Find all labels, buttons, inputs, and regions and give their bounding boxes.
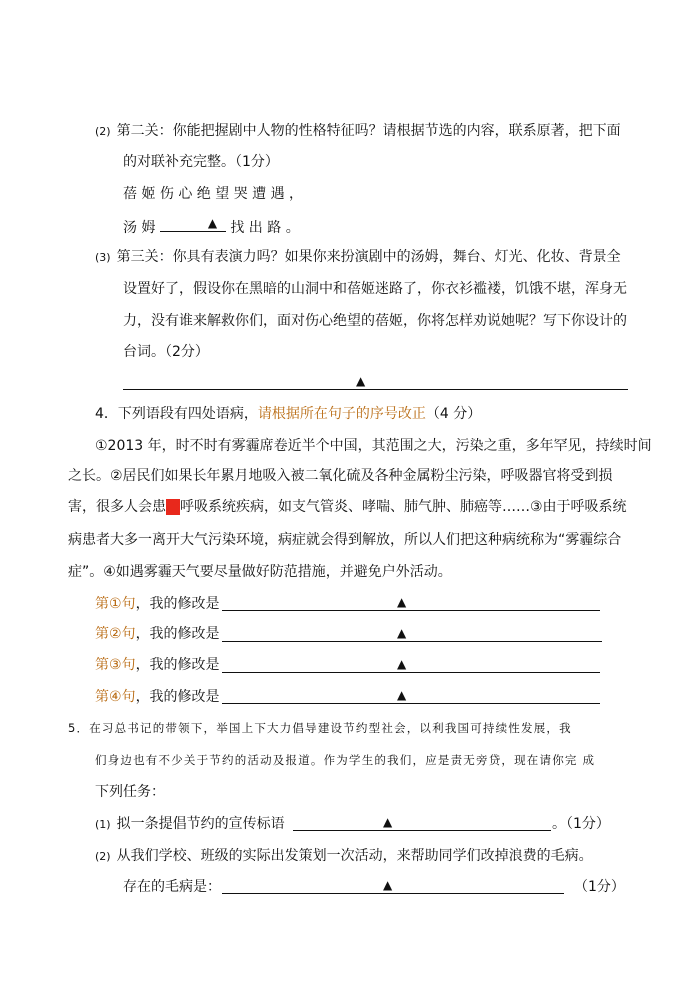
q3-part3-line4: 台词。（2分）: [123, 344, 209, 360]
q4-passage-line3: [68, 497, 627, 517]
q4-answer-row-2: [95, 624, 220, 644]
q4-heading: [95, 404, 481, 424]
answer-label: ，我的修改是: [135, 657, 220, 673]
q3-part2-text1: 第二关：你能把握剧中人物的性格特征吗？请根据节选的内容，联系原著，把下面: [116, 123, 621, 139]
answer-label: ，我的修改是: [135, 596, 220, 612]
answer-sentence-number: 第①句: [95, 596, 136, 612]
q3-part2-line1: [95, 121, 621, 142]
triangle-marker-icon: ▲: [383, 815, 393, 829]
answer-sentence-number: 第②句: [95, 626, 136, 642]
triangle-marker-icon: ▲: [397, 688, 407, 702]
q3-part2-line2: 的对联补充完整。（1分）: [123, 154, 279, 170]
triangle-marker-icon: ▲: [397, 626, 407, 640]
q4-passage-line4: 病患者大多一离开大气污染环境，病症就会得到解放，所以人们把这种病统称为“雾霾综合: [68, 532, 622, 548]
q4-heading-instruction: 请根据所在句子的序号改正: [257, 406, 426, 422]
q4-answer-line-4[interactable]: [222, 703, 600, 704]
q4-answer-row-4: [95, 687, 220, 707]
answer-sentence-number: 第④句: [95, 689, 136, 705]
triangle-marker-icon: ▲: [397, 657, 407, 671]
q5-task2: [95, 846, 593, 867]
q3-part3-number: (3): [95, 251, 111, 264]
q3-part2-number: (2): [95, 125, 111, 138]
q5-task1-text: 拟一条提倡节约的宣传标语: [116, 816, 285, 832]
slogan-answer-line[interactable]: [293, 830, 551, 831]
q4-passage-line3-b: 呼吸系统疾病，如支气管炎、哮喘、肺气肿、肺癌等……③由于呼吸系统: [180, 499, 627, 515]
q3-answer-line[interactable]: [123, 389, 628, 390]
q4-heading-prefix: 4．下列语段有四处语病，: [95, 406, 258, 422]
couplet-line2-suffix: 找 出 路 。: [230, 220, 300, 236]
couplet-line2: [123, 215, 300, 238]
q3-part3-line2: 设置好了，假设你在黑暗的山洞中和蓓姬迷路了，你衣衫褴褛，饥饿不堪，浑身无: [123, 281, 627, 297]
q4-passage-line3-a: 害，很多人会患: [68, 499, 166, 515]
q4-passage-line1: ①2013 年，时不时有雾霾席卷近半个中国，其范围之大，污染之重，多年罕见，持续时间: [95, 438, 652, 454]
q5-line1: 5．在习总书记的带领下，举国上下大力倡导建设节约型社会，以利我国可持续性发展，我: [68, 721, 572, 735]
answer-sentence-number: 第③句: [95, 657, 136, 673]
triangle-marker-icon: ▲: [383, 878, 393, 892]
q4-heading-score: （4 分）: [425, 406, 482, 422]
q4-answer-line-2[interactable]: [222, 641, 602, 642]
q5-task2-sub: 存在的毛病是：: [123, 879, 221, 895]
answer-label: ，我的修改是: [135, 689, 220, 705]
q4-passage-line2: 之长。②居民们如果长年累月地吸入被二氧化硫及各种金属粉尘污染，呼吸器官将受到损: [68, 468, 613, 484]
triangle-marker-icon: ▲: [356, 374, 366, 388]
q4-answer-line-3[interactable]: [222, 672, 600, 673]
q5-task2-number: (2): [95, 850, 111, 863]
q5-line2: 们身边也有不少关于节约的活动及报道。作为学生的我们，应是责无旁贷，现在请你完 成: [95, 753, 596, 767]
answer-label: ，我的修改是: [135, 626, 220, 642]
couplet-answer-blank[interactable]: [160, 215, 226, 232]
q4-passage-line5: 症”。④如遇雾霾天气要尽量做好防范措施，并避免户外活动。: [68, 564, 452, 580]
q4-answer-row-3: [95, 655, 220, 675]
problem-answer-line[interactable]: [222, 893, 564, 894]
q5-task2-text: 从我们学校、班级的实际出发策划一次活动，来帮助同学们改掉浪费的毛病。: [116, 848, 593, 864]
q5-task1-score: 。（1分）: [552, 816, 610, 832]
triangle-marker-icon: ▲: [207, 216, 218, 230]
q5-line3: 下列任务：: [95, 784, 165, 800]
q5-task1: [95, 814, 285, 835]
triangle-marker-icon: ▲: [397, 595, 407, 609]
q3-part3-line1: [95, 247, 621, 268]
couplet-line2-prefix: 汤 姆: [123, 220, 156, 236]
q3-part3-text1: 第三关：你具有表演力吗？如果你来扮演剧中的汤姆，舞台、灯光、化妆、背景全: [116, 249, 621, 265]
q4-answer-row-1: [95, 594, 220, 614]
q3-part3-line3: 力，没有谁来解救你们，面对伤心绝望的蓓姬，你将怎样劝说她呢？写下你设计的: [123, 313, 627, 329]
couplet-line1: 蓓 姬 伤 心 绝 望 哭 遭 遇 ，: [123, 186, 304, 202]
q4-answer-line-1[interactable]: [222, 610, 600, 611]
q5-task1-number: (1): [95, 818, 111, 831]
highlighted-character: 上: [166, 499, 180, 515]
q5-task2-score: （1分）: [574, 879, 625, 895]
